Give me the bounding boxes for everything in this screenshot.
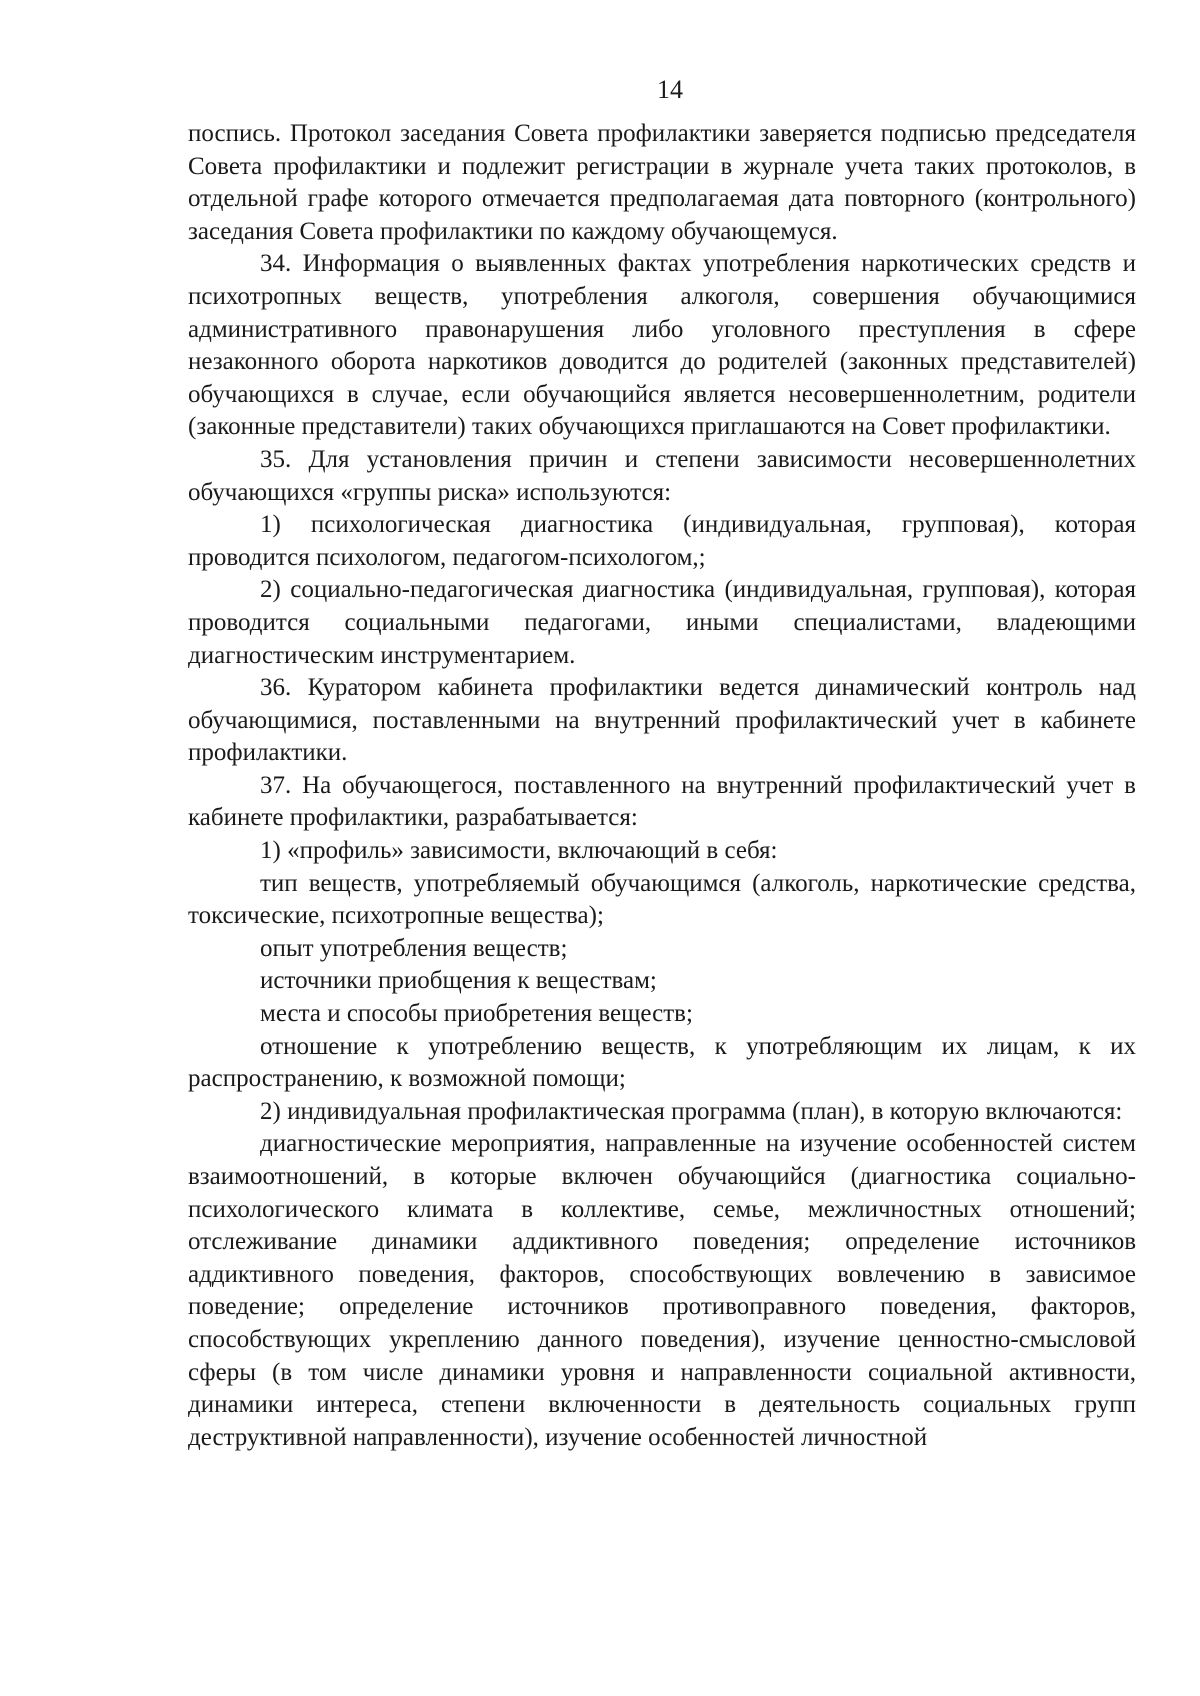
paragraph-37: 37. На обучающегося, поставленного на внутренний профилактический учет в кабинете профилактики, разрабатывается: [188, 771, 1136, 832]
paragraph-37-item-2: 2) индивидуальная профилактическая программа (план), в которую включаются: [260, 1097, 1123, 1125]
profile-item-sources: источники приобщения к веществам; [260, 967, 657, 995]
paragraph-35: 35. Для установления причин и степени зависимости несовершеннолетних обучающихся «группы риска» используются: [188, 445, 1136, 506]
paragraph-continuation: поспись. Протокол заседания Совета профилактики заверяется подписью председателя Совета профилактики и подлежит регистрации в журнале учета таких протоколов, в отдельной графе которого отмечается предполагаемая дата повторного (контрольного) заседания Совета профилактики по каждому обучающемуся. [188, 120, 1136, 245]
paragraph-34: 34. Информация о выявленных фактах употребления наркотических средств и психотропных веществ, употребления алкоголя, совершения обучающимися административного правонарушения либо уголовного преступления в сфере незаконного оборота наркотиков доводится до родителей (законных представителей) обучающихся в случае, если обучающийся является несовершеннолетним, родители (законные представители) таких обучающихся приглашаются на Совет профилактики. [188, 250, 1136, 441]
profile-item-attitude: отношение к употреблению веществ, к употребляющим их лицам, к их распространению, к возможной помощи; [188, 1032, 1136, 1093]
paragraph-35-item-2: 2) социально-педагогическая диагностика (индивидуальная, групповая), которая проводится социальными педагогами, иными специалистами, владеющими диагностическим инструментарием. [188, 576, 1136, 669]
paragraph-36: 36. Куратором кабинета профилактики ведется динамический контроль над обучающимися, поставленными на внутренний профилактический учет в кабинете профилактики. [188, 674, 1136, 767]
profile-item-experience: опыт употребления веществ; [260, 934, 568, 962]
paragraph-35-item-1: 1) психологическая диагностика (индивидуальная, групповая), которая проводится психологом, педагогом-психологом,; [188, 511, 1136, 571]
page-number: 14 [657, 75, 683, 104]
profile-item-substance-type: тип веществ, употребляемый обучающимся (алкоголь, наркотические средства, токсические, психотропные вещества); [188, 869, 1136, 930]
profile-item-acquisition: места и способы приобретения веществ; [260, 1000, 693, 1028]
document-body [188, 118, 1136, 1454]
paragraph-37-item-1: 1) «профиль» зависимости, включающий в себя: [260, 837, 778, 865]
program-item-diagnostics: диагностические мероприятия, направленные на изучение особенностей систем взаимоотношений, в которые включен обучающийся (диагностика социально-психологического климата в коллективе, семье, межличностных отношений; отслеживание динамики аддиктивного поведения; определение источников аддиктивного поведения, факторов, способствующих вовлечению в зависимое поведение; определение источников противоправного поведения, факторов, способствующих укреплению данного поведения), изучение ценностно-смысловой сферы (в том числе динамики уровня и направленности социальной активности, динамики интереса, степени включенности в деятельность социальных групп деструктивной направленности), изучение особенностей личностной [188, 1130, 1136, 1451]
